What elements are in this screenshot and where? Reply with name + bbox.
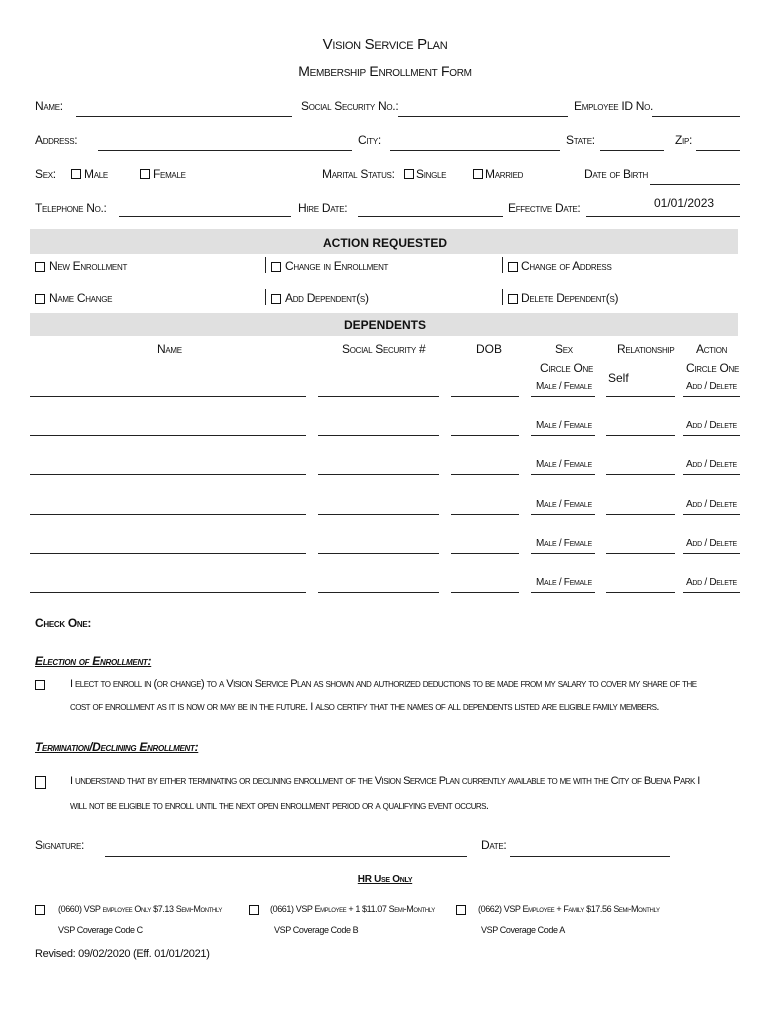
action-requested-heading: ACTION REQUESTED	[322, 236, 447, 250]
dependent-sex-options[interactable]: Male / Female	[536, 420, 592, 431]
dependent-name-field[interactable]	[30, 592, 306, 593]
married-checkbox[interactable]	[473, 169, 483, 179]
action-divider	[265, 289, 266, 305]
dependent-dob-field[interactable]	[451, 396, 519, 397]
col-ssn-header: Social Security #	[342, 342, 426, 356]
add-dependents-checkbox[interactable]	[271, 294, 281, 304]
dependent-sex-line	[531, 592, 595, 593]
change-address-checkbox[interactable]	[508, 262, 518, 272]
action-divider	[502, 257, 503, 273]
hr-option-0662-label: (0662) VSP Employee + Family $17.56 Semi-Monthly	[478, 904, 660, 914]
employee-id-label: Employee ID No.	[574, 99, 654, 113]
col-sex-header: Sex	[555, 342, 573, 356]
dependent-relationship-field[interactable]	[606, 396, 675, 397]
change-enrollment-label: Change in Enrollment	[285, 259, 389, 273]
hr-option-0660-checkbox[interactable]	[35, 905, 45, 915]
dependent-dob-field[interactable]	[451, 474, 519, 475]
dependent-action-options[interactable]: Add / Delete	[686, 577, 737, 588]
hr-option-0660-label: (0660) VSP employee Only $7.13 Semi-Monthly	[58, 904, 222, 914]
election-text-line1: I elect to enroll in (or change) to a Vision Service Plan as shown and authorized deductions to be made from my salary to cover my share of the	[70, 678, 697, 690]
dependent-action-options[interactable]: Add / Delete	[686, 499, 737, 510]
signature-field[interactable]	[105, 856, 467, 857]
hr-option-0662-code: VSP Coverage Code A	[481, 925, 565, 935]
dependent-sex-line	[531, 553, 595, 554]
change-address-label: Change of Address	[521, 259, 612, 273]
employee-id-field[interactable]	[652, 116, 740, 117]
dependent-sex-options[interactable]: Male / Female	[536, 459, 592, 470]
dob-field[interactable]	[650, 184, 740, 185]
address-label: Address:	[35, 133, 78, 147]
single-checkbox[interactable]	[404, 169, 414, 179]
hire-date-field[interactable]	[358, 216, 503, 217]
dependent-relationship-field[interactable]	[606, 474, 675, 475]
city-field[interactable]	[390, 150, 560, 151]
hr-option-0661-label: (0661) VSP Employee + 1 $11.07 Semi-Monthly	[270, 904, 435, 914]
dependent-relationship-field[interactable]	[606, 592, 675, 593]
col-sex-sub: Circle One	[540, 361, 594, 375]
dependent-action-options[interactable]: Add / Delete	[686, 538, 737, 549]
dependent-action-line	[683, 553, 740, 554]
name-label: Name:	[35, 99, 63, 113]
dependent-ssn-field[interactable]	[318, 553, 439, 554]
dependent-sex-line	[531, 396, 595, 397]
dependent-action-line	[683, 514, 740, 515]
dependent-ssn-field[interactable]	[318, 592, 439, 593]
dependent-relationship-field[interactable]	[606, 553, 675, 554]
female-checkbox[interactable]	[140, 169, 150, 179]
add-dependents-label: Add Dependent(s)	[285, 291, 369, 305]
ssn-label: Social Security No.:	[301, 99, 399, 113]
dependent-sex-line	[531, 435, 595, 436]
dependent-action-line	[683, 396, 740, 397]
name-change-checkbox[interactable]	[35, 294, 45, 304]
termination-text-line1: I understand that by either terminating or declining enrollment of the Vision Service Plan currently available to me with the City of Buena Park I	[70, 775, 700, 787]
dependent-sex-options[interactable]: Male / Female	[536, 577, 592, 588]
effective-date-value[interactable]: 01/01/2023	[654, 196, 715, 210]
ssn-field[interactable]	[398, 116, 568, 117]
female-label: Female	[153, 167, 186, 181]
signature-date-label: Date:	[481, 838, 507, 852]
name-change-label: Name Change	[49, 291, 113, 305]
action-divider	[265, 257, 266, 273]
dependent-relationship-field[interactable]	[606, 435, 675, 436]
male-checkbox[interactable]	[71, 169, 81, 179]
signature-label: Signature:	[35, 838, 85, 852]
hr-option-0662-checkbox[interactable]	[456, 905, 466, 915]
dependent-relationship-field[interactable]	[606, 514, 675, 515]
check-one-heading: Check One:	[35, 616, 92, 630]
dependent-sex-options[interactable]: Male / Female	[536, 538, 592, 549]
col-name-header: Name	[157, 342, 182, 356]
state-field[interactable]	[600, 150, 664, 151]
dependent-action-line	[683, 474, 740, 475]
dependent-name-field[interactable]	[30, 514, 306, 515]
col-relationship-header: Relationship	[617, 342, 675, 356]
dependent-name-field[interactable]	[30, 396, 306, 397]
telephone-field[interactable]	[119, 216, 291, 217]
termination-heading: Termination/Declining Enrollment:	[35, 740, 199, 754]
dependent-dob-field[interactable]	[451, 514, 519, 515]
effective-date-field[interactable]	[586, 216, 740, 217]
dependent-dob-field[interactable]	[451, 435, 519, 436]
dependent-action-options[interactable]: Add / Delete	[686, 381, 737, 392]
telephone-label: Telephone No.:	[35, 201, 107, 215]
dependent-name-field[interactable]	[30, 553, 306, 554]
col-dob-header: DOB	[476, 342, 503, 356]
hr-option-0661-code: VSP Coverage Code B	[274, 925, 359, 935]
change-enrollment-checkbox[interactable]	[271, 262, 281, 272]
new-enrollment-label: New Enrollment	[49, 259, 128, 273]
zip-field[interactable]	[696, 150, 740, 151]
dependent-sex-line	[531, 514, 595, 515]
dependent-ssn-field[interactable]	[318, 514, 439, 515]
dependent-sex-options[interactable]: Male / Female	[536, 381, 592, 392]
termination-text-line2: will not be eligible to enroll until the next open enrollment period or a qualifying event occurs.	[70, 800, 489, 812]
election-heading: Election of Enrollment:	[35, 654, 152, 668]
dependent-dob-field[interactable]	[451, 592, 519, 593]
dependent-action-options[interactable]: Add / Delete	[686, 420, 737, 431]
male-label: Male	[84, 167, 108, 181]
col-action-header: Action	[696, 342, 728, 356]
zip-label: Zip:	[675, 133, 693, 147]
dependent-action-line	[683, 435, 740, 436]
dependent-sex-line	[531, 474, 595, 475]
dependent-name-field[interactable]	[30, 435, 306, 436]
hire-date-label: Hire Date:	[298, 201, 348, 215]
dob-label: Date of Birth	[584, 167, 649, 181]
hr-option-0660-code: VSP Coverage Code C	[58, 925, 143, 935]
dependent-ssn-field[interactable]	[318, 396, 439, 397]
delete-dependents-label: Delete Dependent(s)	[521, 291, 619, 305]
single-label: Single	[416, 167, 447, 181]
col-action-sub: Circle One	[686, 361, 740, 375]
dependents-heading: DEPENDENTS	[343, 318, 426, 332]
form-subtitle: Membership Enrollment Form	[298, 63, 472, 79]
dependent-ssn-field[interactable]	[318, 435, 439, 436]
election-text-line2: cost of enrollment as it is now or may be in the future. I also certify that the names of all dependents listed are eligible family members.	[70, 701, 659, 713]
marital-status-label: Marital Status:	[322, 167, 395, 181]
election-checkbox[interactable]	[35, 680, 45, 690]
relationship-self: Self	[608, 371, 629, 385]
city-label: City:	[358, 133, 381, 147]
hr-use-only-heading: HR Use Only	[357, 874, 413, 885]
form-title: Vision Service Plan	[322, 36, 448, 53]
married-label: Married	[485, 167, 524, 181]
termination-checkbox[interactable]	[35, 776, 46, 789]
dependent-name-field[interactable]	[30, 474, 306, 475]
dependent-sex-options[interactable]: Male / Female	[536, 499, 592, 510]
action-divider	[502, 289, 503, 305]
new-enrollment-checkbox[interactable]	[35, 262, 45, 272]
dependent-action-options[interactable]: Add / Delete	[686, 459, 737, 470]
state-label: State:	[566, 133, 595, 147]
dependent-dob-field[interactable]	[451, 553, 519, 554]
address-field[interactable]	[98, 150, 352, 151]
sex-label: Sex:	[35, 167, 56, 181]
hr-option-0661-checkbox[interactable]	[249, 905, 259, 915]
effective-date-label: Effective Date:	[508, 201, 581, 215]
name-field[interactable]	[76, 116, 292, 117]
dependent-action-line	[683, 592, 740, 593]
delete-dependents-checkbox[interactable]	[508, 294, 518, 304]
revised-date: Revised: 09/02/2020 (Eff. 01/01/2021)	[35, 948, 210, 960]
signature-date-field[interactable]	[510, 856, 670, 857]
dependent-ssn-field[interactable]	[318, 474, 439, 475]
